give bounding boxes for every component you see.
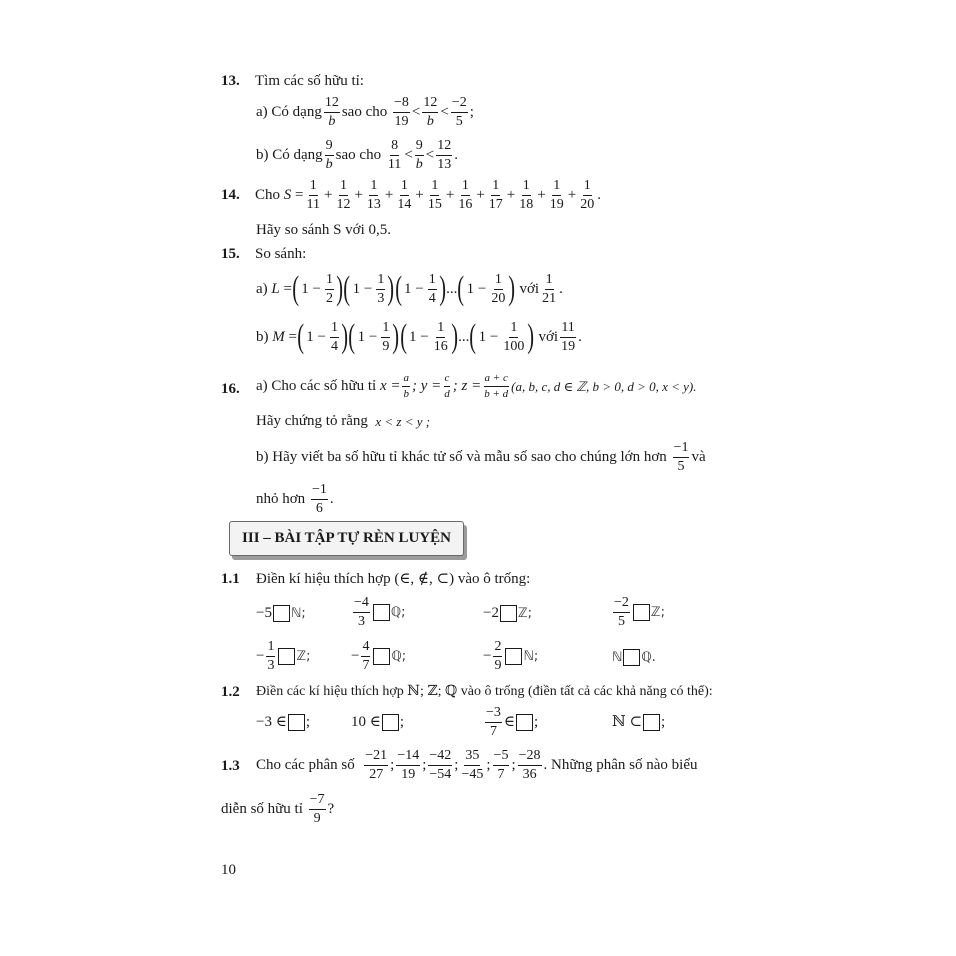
e11-r2-c: − $\frac{2}{9}$ ℕ; bbox=[483, 639, 539, 673]
fraction-1-over-20: $\frac{1}{20}$ bbox=[580, 178, 595, 212]
answer-box[interactable] bbox=[373, 648, 390, 665]
page-number: 10 bbox=[221, 862, 236, 878]
fraction: 9 b bbox=[325, 138, 333, 172]
problem-15-number: 15. bbox=[221, 246, 240, 262]
fraction: 1 21 bbox=[542, 271, 557, 306]
fraction-3: 35 −45 bbox=[461, 748, 484, 782]
exercise-1-1-title: Điền kí hiệu thích hợp (∈, ∉, ⊂) vào ô trống: bbox=[256, 571, 531, 587]
problem-13-title: Tìm các số hữu tỉ: bbox=[255, 73, 364, 89]
section-heading: III – BÀI TẬP TỰ RÈN LUYỆN bbox=[229, 521, 464, 556]
problem-16-number: 16. bbox=[221, 381, 240, 397]
fraction-1-over-16: $\frac{1}{16}$ bbox=[458, 178, 473, 212]
e12-a: −3 ∈ ; bbox=[256, 714, 310, 730]
problem-13-number: 13. bbox=[221, 73, 240, 89]
fraction: 12 b bbox=[423, 95, 438, 129]
problem-16a-line2: Hãy chứng tỏ rằng x < z < y ; bbox=[256, 413, 431, 429]
exercise-1-1-number: 1.1 bbox=[221, 571, 240, 587]
fraction-1-over-17: $\frac{1}{17}$ bbox=[488, 178, 503, 212]
fraction: $\frac{4}{7}$ bbox=[362, 639, 370, 673]
fraction-1-over-12: $\frac{1}{12}$ bbox=[336, 178, 351, 212]
fraction: $\frac{1}{3}$ bbox=[267, 639, 275, 673]
fraction-0: −21 27 bbox=[365, 748, 388, 782]
answer-box[interactable] bbox=[500, 605, 517, 622]
answer-box[interactable] bbox=[288, 714, 305, 731]
fraction-1-over-15: $\frac{1}{15}$ bbox=[427, 178, 442, 212]
text: sao cho bbox=[341, 104, 388, 120]
fraction: −2 5 bbox=[614, 595, 629, 629]
problem-16b: b) Hãy viết ba số hữu tỉ khác tử số và mẫu số sao cho chúng lớn hơn −1 5 và bbox=[256, 440, 706, 474]
e11-r1-a: −5 ℕ; bbox=[256, 605, 306, 621]
fraction: 11 19 bbox=[561, 319, 576, 354]
problem-14-question: Hãy so sánh S với 0,5. bbox=[256, 222, 392, 238]
fraction-1: −14 19 bbox=[397, 748, 420, 782]
fraction-1-over-2: $\frac{1}{2}$ bbox=[326, 271, 334, 306]
fraction: −1 6 bbox=[311, 482, 327, 516]
e12-b: 10 ∈ ; bbox=[351, 714, 405, 730]
fraction-4: −5 7 bbox=[493, 748, 509, 782]
fraction-1-over-16: $\frac{1}{16}$ bbox=[433, 319, 448, 354]
fraction-5: −28 36 bbox=[518, 748, 541, 782]
fraction: $\frac{c}{d}$ bbox=[444, 372, 450, 400]
fraction: 8 11 bbox=[387, 138, 402, 172]
fraction-1-over-14: $\frac{1}{14}$ bbox=[397, 178, 412, 212]
problem-13a: a) Có dạng 12 b sao cho −8 19 < 12 b < −2 5 ; bbox=[256, 95, 474, 129]
exercise-1-3-number: 1.3 bbox=[221, 758, 240, 774]
fraction: $\frac{2}{9}$ bbox=[494, 639, 502, 673]
answer-box[interactable] bbox=[505, 648, 522, 665]
exercise-1-2-title: Điền các kí hiệu thích hợp ℕ; ℤ; ℚ vào ô trống (điền tất cả các khả năng có thể): bbox=[256, 684, 713, 699]
problem-15-title: So sánh: bbox=[255, 246, 307, 262]
fraction-1-over-20: $\frac{1}{20}$ bbox=[491, 271, 506, 306]
fraction: $\frac{a + c}{b + d}$ bbox=[484, 372, 509, 400]
fraction: 12 13 bbox=[437, 138, 452, 172]
answer-box[interactable] bbox=[273, 605, 290, 622]
exercise-1-2-number: 1.2 bbox=[221, 684, 240, 700]
answer-box[interactable] bbox=[373, 604, 390, 621]
fraction-1-over-9: $\frac{1}{9}$ bbox=[382, 319, 390, 354]
fraction: −2 5 bbox=[451, 95, 467, 129]
e12-c: −3 7 ∈ ; bbox=[486, 705, 539, 739]
text: a) Có dạng bbox=[256, 104, 322, 120]
e11-r2-d: ℕ ℚ. bbox=[612, 650, 656, 665]
e12-d: ℕ ⊂ ; bbox=[612, 714, 666, 730]
answer-box[interactable] bbox=[382, 714, 399, 731]
fraction-1-over-18: $\frac{1}{18}$ bbox=[519, 178, 534, 212]
e11-r1-c: −2 ℤ; bbox=[483, 605, 533, 621]
fraction: $\frac{a}{b}$ bbox=[403, 372, 409, 400]
fraction-1-over-11: 1 11 bbox=[306, 178, 320, 212]
answer-box[interactable] bbox=[516, 714, 533, 731]
e11-r2-a: − $\frac{1}{3}$ ℤ; bbox=[256, 639, 311, 673]
problem-16a: a) Cho các số hữu tỉ x = $\frac{a}{b}$ ; y = $\frac{c}{d}$ ; z = $\frac{a + c}{b + d}$ (a, b, c, d ∈ ℤ, b > 0, d > 0, x < y). bbox=[256, 372, 697, 400]
exercise-1-3-line1: Cho các phân số −21 27 ; −14 19 ; −42 −54 ; 35 −45 ; −5 7 ; −28 36 . Những phân số nào biểu bbox=[256, 748, 698, 782]
fraction-1-over-13: $\frac{1}{13}$ bbox=[366, 178, 381, 212]
answer-box[interactable] bbox=[643, 714, 660, 731]
fraction: −1 5 bbox=[673, 440, 689, 474]
text: b) Có dạng bbox=[256, 147, 323, 163]
answer-box[interactable] bbox=[278, 648, 295, 665]
fraction-1-over-4: $\frac{1}{4}$ bbox=[428, 271, 436, 306]
answer-box[interactable] bbox=[623, 649, 640, 666]
fraction: −7 9 bbox=[309, 792, 325, 826]
problem-13b: b) Có dạng 9 b sao cho 8 11 < 9 b < 12 13 . bbox=[256, 138, 458, 172]
e11-r1-d: −2 5 ℤ; bbox=[614, 595, 665, 629]
e11-r1-b: −4 3 ℚ; bbox=[354, 595, 406, 629]
exercise-1-3-line2: diễn số hữu tỉ −7 9 ? bbox=[221, 792, 335, 826]
fraction-1-over-19: $\frac{1}{19}$ bbox=[549, 178, 564, 212]
fraction-1-over-100: $\frac{1}{100}$ bbox=[503, 319, 525, 354]
problem-15b: b) M = ( 1 − $\frac{1}{4}$ ) ( 1 − $\frac{1}{9}$ ) ( 1 − $\frac{1}{16}$ ) ... ( 1 − $\frac{1}{100}$ ) với 11 19 . bbox=[256, 318, 582, 355]
fraction-1-over-3: $\frac{1}{3}$ bbox=[377, 271, 385, 306]
answer-box[interactable] bbox=[633, 604, 650, 621]
text: sao cho bbox=[335, 147, 382, 163]
fraction-2: −42 −54 bbox=[429, 748, 452, 782]
fraction: −8 19 bbox=[393, 95, 409, 129]
e11-r2-b: − $\frac{4}{7}$ ℚ; bbox=[351, 639, 407, 673]
fraction-1-over-4: $\frac{1}{4}$ bbox=[331, 319, 339, 354]
fraction: 9 b bbox=[415, 138, 423, 172]
problem-14-sum: Cho S = 1 11 + $\frac{1}{12}$ + $\frac{1}{13}$ + $\frac{1}{14}$ + $\frac{1}{15}$ + $\frac{1}{16}$ + $\frac{1}{17}$ + $\frac{1}{18}$ + $\frac{1}{19}$ + $\frac{1}{20}$ . bbox=[255, 178, 601, 212]
fraction: 12 b bbox=[324, 95, 339, 129]
problem-14-number: 14. bbox=[221, 187, 240, 203]
problem-16b-line2: nhỏ hơn −1 6 . bbox=[256, 482, 334, 516]
problem-15a: a) L = ( 1 − $\frac{1}{2}$ ) ( 1 − $\frac{1}{3}$ ) ( 1 − $\frac{1}{4}$ ) ... ( 1 − $\frac{1}{20}$ ) với 1 21 . bbox=[256, 270, 563, 307]
fraction: −3 7 bbox=[486, 705, 501, 739]
fraction: −4 3 bbox=[354, 595, 369, 629]
